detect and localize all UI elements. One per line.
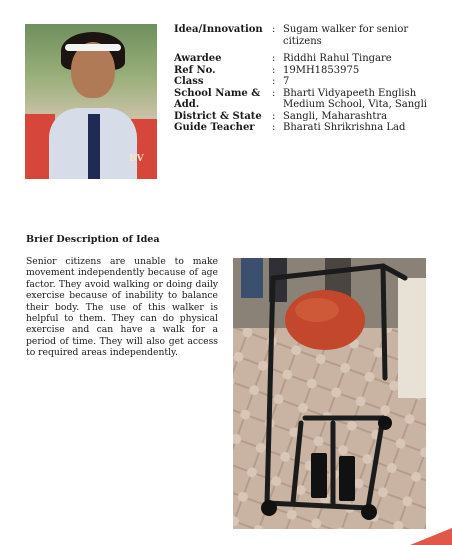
detail-label: Ref No. bbox=[174, 64, 216, 76]
detail-label: Idea/Innovation bbox=[174, 24, 263, 35]
wheel-front-right bbox=[361, 504, 377, 520]
foot-rest-right bbox=[339, 456, 355, 501]
detail-value: Riddhi Rahul Tingare bbox=[283, 53, 392, 64]
detail-row-idea bbox=[174, 24, 444, 47]
photo-badge: BV bbox=[129, 154, 144, 164]
photo-hairband bbox=[65, 44, 121, 51]
wheel-front-left bbox=[261, 500, 277, 516]
detail-row-school bbox=[174, 88, 444, 111]
bystander-legs-left bbox=[241, 258, 263, 298]
corner-accent bbox=[410, 528, 452, 545]
detail-row-district bbox=[174, 111, 444, 123]
details-table bbox=[174, 24, 444, 134]
detail-label: District & State bbox=[174, 110, 262, 122]
detail-colon: : bbox=[272, 76, 276, 87]
walker-illustration bbox=[233, 258, 426, 529]
detail-value: Sangli, Maharashtra bbox=[283, 110, 388, 122]
detail-colon: : bbox=[272, 24, 276, 35]
detail-value: 19MH1853975 bbox=[283, 64, 360, 76]
detail-value: Sugam walker for senior citizens bbox=[283, 24, 409, 47]
detail-row-guide bbox=[174, 122, 444, 134]
detail-colon: : bbox=[272, 64, 276, 76]
detail-colon: : bbox=[272, 122, 276, 133]
detail-label: Awardee bbox=[174, 53, 222, 64]
photo-tie bbox=[88, 114, 100, 179]
walker-photo bbox=[233, 258, 426, 529]
detail-row-ref bbox=[174, 65, 444, 77]
detail-label: Guide Teacher bbox=[174, 122, 255, 133]
foot-rest-left bbox=[311, 453, 327, 498]
detail-colon: : bbox=[272, 53, 276, 64]
detail-colon: : bbox=[272, 87, 276, 99]
side-board bbox=[398, 278, 426, 398]
detail-row-awardee bbox=[174, 53, 444, 65]
description-text: Senior citizens are unable to make movement independently because of age factor. They avoid walking or doing daily exercise because of inability to balance their body. The use of this walker is helpful to them. They can do physical exercise and can have a walk for a period of time. They will also get access to required areas independently. bbox=[26, 256, 218, 359]
detail-value: Bharti Vidyapeeth English Medium School, Vita, Sangli bbox=[283, 87, 427, 110]
detail-value: Bharati Shrikrishna Lad bbox=[283, 122, 406, 133]
detail-label: School Name & Add. bbox=[174, 87, 261, 110]
description-heading: Brief Description of Idea bbox=[26, 234, 160, 245]
detail-colon: : bbox=[272, 110, 276, 122]
detail-row-class bbox=[174, 76, 444, 88]
seat-highlight bbox=[295, 298, 339, 322]
detail-value: 7 bbox=[283, 76, 290, 87]
detail-label: Class bbox=[174, 76, 204, 87]
wheel-back bbox=[378, 416, 392, 430]
awardee-photo bbox=[25, 24, 157, 179]
